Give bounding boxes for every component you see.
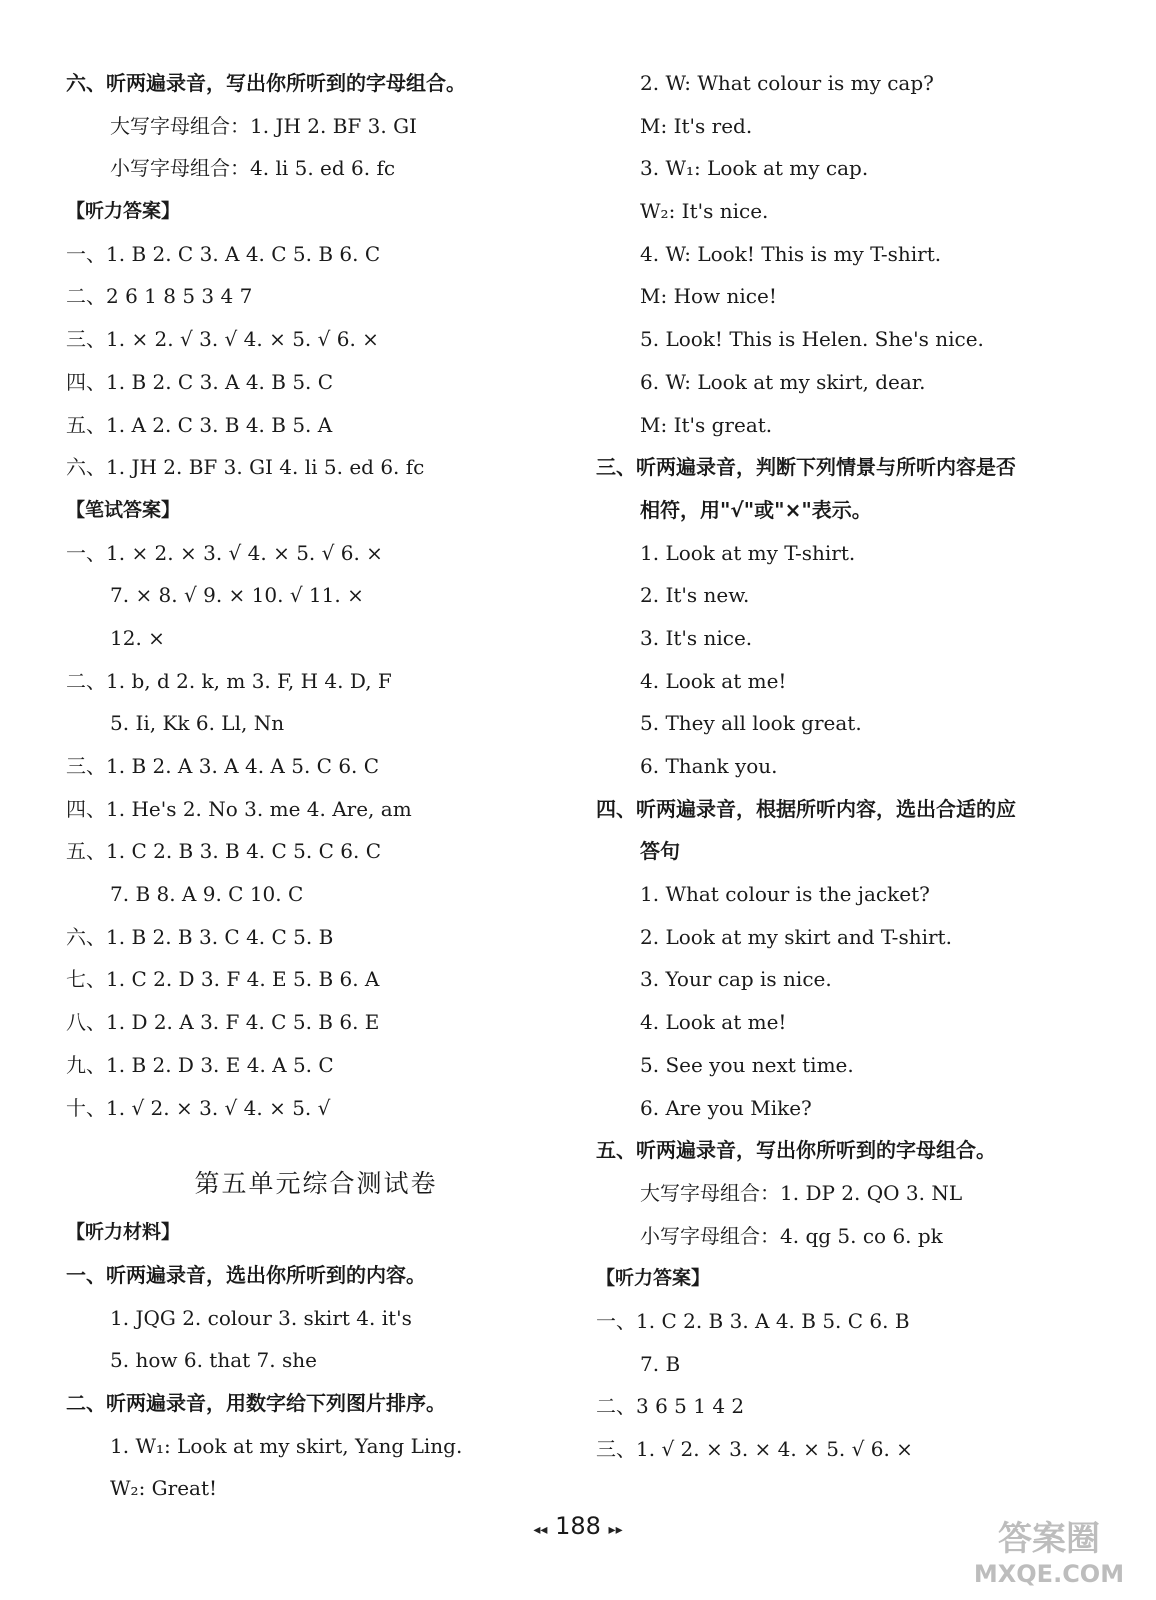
- text-line: 十、1. √ 2. × 3. √ 4. × 5. √: [66, 1095, 331, 1120]
- text-line: 大写字母组合：1. JH 2. BF 3. GI: [110, 113, 417, 138]
- text-line: M: It's red.: [640, 113, 753, 138]
- text-line: 九、1. B 2. D 3. E 4. A 5. C: [66, 1052, 334, 1077]
- text-line: 四、1. B 2. C 3. A 4. B 5. C: [66, 369, 334, 394]
- text-line: 5. Look! This is Helen. She's nice.: [640, 327, 984, 352]
- text-line: 小写字母组合：4. li 5. ed 6. fc: [110, 156, 396, 181]
- text-line: 五、1. C 2. B 3. B 4. C 5. C 6. C: [66, 839, 382, 864]
- text-line: 五、1. A 2. C 3. B 4. B 5. A: [66, 412, 333, 437]
- text-line: 6. W: Look at my skirt, dear.: [640, 369, 926, 394]
- section-instruction: 相符，用"√"或"×"表示。: [640, 497, 872, 522]
- text-line: 5. See you next time.: [640, 1052, 854, 1077]
- text-line: 4. Look at me!: [640, 668, 787, 693]
- left-column: [66, 62, 566, 1510]
- section-instruction: 四、听两遍录音，根据所听内容，选出合适的应: [596, 796, 1016, 821]
- text-line: 5. Ii, Kk 6. Ll, Nn: [110, 711, 285, 736]
- text-line: 1. Look at my T-shirt.: [640, 540, 856, 565]
- text-line: 六、1. B 2. B 3. C 4. C 5. B: [66, 924, 334, 949]
- text-line: M: How nice!: [640, 284, 777, 309]
- text-line: 七、1. C 2. D 3. F 4. E 5. B 6. A: [66, 967, 380, 992]
- text-line: 二、3 6 5 1 4 2: [596, 1394, 745, 1419]
- section-instruction: 一、听两遍录音，选出你所听到的内容。: [66, 1262, 426, 1287]
- text-line: 5. how 6. that 7. she: [110, 1348, 317, 1373]
- text-line: 一、1. × 2. × 3. √ 4. × 5. √ 6. ×: [66, 540, 383, 565]
- text-line: 三、1. B 2. A 3. A 4. A 5. C 6. C: [66, 754, 380, 778]
- text-line: 3. It's nice.: [640, 625, 753, 650]
- next-arrows-icon: ▸▸: [608, 1522, 623, 1538]
- text-line: 4. Look at me!: [640, 1010, 787, 1035]
- section-instruction: 二、听两遍录音，用数字给下列图片排序。: [66, 1390, 446, 1415]
- text-line: M: It's great.: [640, 412, 773, 437]
- text-line: 1. JQG 2. colour 3. skirt 4. it's: [110, 1305, 412, 1330]
- text-line: 7. × 8. √ 9. × 10. √ 11. ×: [110, 583, 364, 608]
- text-line: 2. It's new.: [640, 583, 750, 608]
- text-line: 4. W: Look! This is my T-shirt.: [640, 241, 942, 266]
- spacer: [66, 1129, 566, 1149]
- prev-arrows-icon: ◂◂: [533, 1522, 548, 1538]
- text-line: 6. Thank you.: [640, 754, 778, 778]
- watermark-url: MXQE.COM: [973, 1560, 1125, 1588]
- section-heading: 【听力材料】: [66, 1221, 181, 1244]
- text-line: 3. W₁: Look at my cap.: [640, 156, 869, 181]
- text-line: 一、1. B 2. C 3. A 4. C 5. B 6. C: [66, 241, 381, 266]
- text-line: 小写字母组合：4. qg 5. co 6. pk: [640, 1223, 943, 1248]
- section-instruction: 三、听两遍录音，判断下列情景与所听内容是否: [596, 455, 1016, 480]
- text-line: 八、1. D 2. A 3. F 4. C 5. B 6. E: [66, 1010, 380, 1035]
- watermark-logo: [964, 1508, 1134, 1592]
- section-heading: 【笔试答案】: [66, 498, 181, 521]
- text-line: 二、2 6 1 8 5 3 4 7: [66, 284, 253, 309]
- text-line: 2. Look at my skirt and T-shirt.: [640, 924, 952, 949]
- text-line: W₂: It's nice.: [640, 199, 769, 224]
- right-column: [596, 62, 1096, 1471]
- text-line: 一、1. C 2. B 3. A 4. B 5. C 6. B: [596, 1308, 910, 1333]
- text-line: 三、1. × 2. √ 3. √ 4. × 5. √ 6. ×: [66, 327, 379, 352]
- page-number: 188: [555, 1512, 601, 1540]
- text-line: 7. B: [640, 1351, 681, 1376]
- text-line: 2. W: What colour is my cap?: [640, 71, 934, 95]
- text-line: 二、1. b, d 2. k, m 3. F, H 4. D, F: [66, 668, 392, 693]
- watermark-text: 答案圈: [998, 1519, 1100, 1559]
- text-line: 6. Are you Mike?: [640, 1095, 812, 1120]
- text-line: 7. B 8. A 9. C 10. C: [110, 882, 304, 907]
- text-line: 六、1. JH 2. BF 3. GI 4. li 5. ed 6. fc: [66, 455, 425, 480]
- text-line: W₂: Great!: [110, 1476, 218, 1501]
- text-line: 大写字母组合：1. DP 2. QO 3. NL: [640, 1180, 963, 1205]
- text-line: 12. ×: [110, 625, 165, 650]
- unit-title: 第五单元综合测试卷: [194, 1169, 438, 1199]
- section-heading: 【听力答案】: [66, 200, 181, 223]
- text-line: 3. Your cap is nice.: [640, 967, 832, 992]
- text-line: 四、1. He's 2. No 3. me 4. Are, am: [66, 796, 412, 821]
- section-instruction: 五、听两遍录音，写出你所听到的字母组合。: [596, 1138, 996, 1163]
- section-instruction: 答句: [640, 839, 680, 864]
- text-line: 5. They all look great.: [640, 711, 862, 736]
- section-heading: 【听力答案】: [596, 1267, 711, 1290]
- section-instruction: 六、听两遍录音，写出你所听到的字母组合。: [66, 71, 466, 95]
- text-line: 三、1. √ 2. × 3. × 4. × 5. √ 6. ×: [596, 1437, 913, 1461]
- text-line: 1. W₁: Look at my skirt, Yang Ling.: [110, 1433, 463, 1458]
- text-line: 1. What colour is the jacket?: [640, 882, 930, 907]
